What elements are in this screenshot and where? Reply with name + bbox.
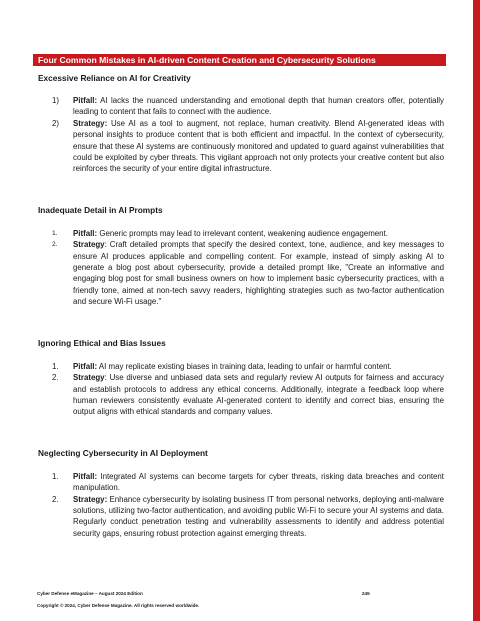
- item-number: 1): [52, 96, 60, 105]
- item-number: 1.: [52, 229, 58, 237]
- item-text: AI may replicate existing biases in training data, leading to unfair or harmful content.: [97, 361, 392, 371]
- section-ai-prompts: [33, 205, 446, 308]
- item-number: 2.: [52, 494, 59, 504]
- item-number: 1.: [52, 471, 59, 481]
- item-number: 2): [52, 118, 60, 128]
- section-banner: Four Common Mistakes in AI-driven Content Creation and Cybersecurity Solutions: [33, 54, 446, 66]
- item-text: : Craft detailed prompts that specify the desired context, tone, audience, and key messages to ensure AI produces applicable and compelling content. For example, instead of simply asking AI to generate a blog post about cybersecurity, provide a detailed prompt like, "Create an informative and engaging blog post for small business owners on how to implement basic cybersecurity practices, with a friendly tone, aimed at non-tech savvy readers, highlighting strategies such as two-factor authentication and secure Wi-Fi usage.": [73, 240, 444, 307]
- list-item: [33, 118, 446, 175]
- item-label: Strategy:: [73, 118, 108, 128]
- item-number: 2.: [52, 241, 58, 249]
- item-text: Integrated AI systems can become targets for cyber threats, risking data breaches and content manipulation.: [73, 471, 444, 493]
- list-item: [33, 228, 446, 239]
- item-text: : Use diverse and unbiased data sets and regularly review AI outputs for fairness and accuracy and establish protocols to address any ethical concerns. Additionally, integrate a feedback loop where human reviewers consistently evaluate AI-generated content to identify and correct bias, ensuring the output aligns with ethical standards and company values.: [73, 373, 444, 417]
- section-ai-creativity: [33, 73, 446, 175]
- item-number: 1.: [52, 361, 59, 371]
- section-cybersecurity-deployment: [33, 448, 446, 539]
- list-item: [33, 471, 446, 494]
- item-label: Pitfall:: [73, 228, 98, 238]
- item-label: Strategy: [73, 373, 105, 383]
- item-label: Strategy:: [73, 494, 108, 504]
- section-heading: Inadequate Detail in AI Prompts: [38, 204, 163, 215]
- item-label: Pitfall:: [73, 361, 98, 371]
- red-edge-bar: [473, 0, 480, 621]
- footer-copyright: Copyright © 2024, Cyber Defense Magazine. All rights reserved worldwide.: [37, 603, 200, 608]
- section-heading: Ignoring Ethical and Bias Issues: [38, 337, 166, 348]
- list-item: [33, 494, 446, 540]
- section-heading: Neglecting Cybersecurity in AI Deployment: [38, 447, 208, 458]
- list-item: [33, 372, 446, 418]
- item-text: Generic prompts may lead to irrelevant content, weakening audience engagement.: [97, 228, 388, 238]
- list-item: [33, 239, 446, 307]
- page-number: 245: [362, 591, 370, 596]
- item-list: [33, 95, 446, 175]
- list-item: [33, 95, 446, 118]
- item-label: Strategy: [73, 240, 105, 250]
- item-list: [33, 228, 446, 308]
- item-list: [33, 361, 446, 418]
- document-page: [33, 54, 446, 539]
- item-label: Pitfall:: [73, 471, 98, 481]
- list-item: [33, 361, 446, 372]
- item-number: 2.: [52, 373, 59, 383]
- section-ethics-bias: [33, 338, 446, 418]
- item-text: AI lacks the nuanced understanding and emotional depth that human creators offer, potentially leading to content that fails to connect with the audience.: [73, 96, 444, 117]
- section-heading: Excessive Reliance on AI for Creativity: [38, 73, 191, 83]
- item-text: Enhance cybersecurity by isolating business IT from personal networks, deploying anti-malware solutions, utilizing two-factor authentication, and avoiding public Wi-Fi to secure your AI systems and data. Regularly conduct penetration testing and vulnerability assessments to identify and address potential security gaps, ensuring robust protection against emerging threats.: [73, 494, 444, 538]
- footer-edition: Cyber Defense eMagazine – August 2024 Edition: [37, 591, 143, 596]
- item-label: Pitfall:: [73, 96, 98, 105]
- item-list: [33, 471, 446, 539]
- item-text: Use AI as a tool to augment, not replace, human creativity. Blend AI-generated ideas with personal insights to produce content that is both efficient and impactful. In the context of cybersecurity, ensure that these AI systems are continuously monitored and updated to guard against vulnerabilities that could be exploited by cyber threats. This vigilant approach not only protects your creative content but also reinforces the security of your entire digital infrastructure.: [73, 118, 444, 174]
